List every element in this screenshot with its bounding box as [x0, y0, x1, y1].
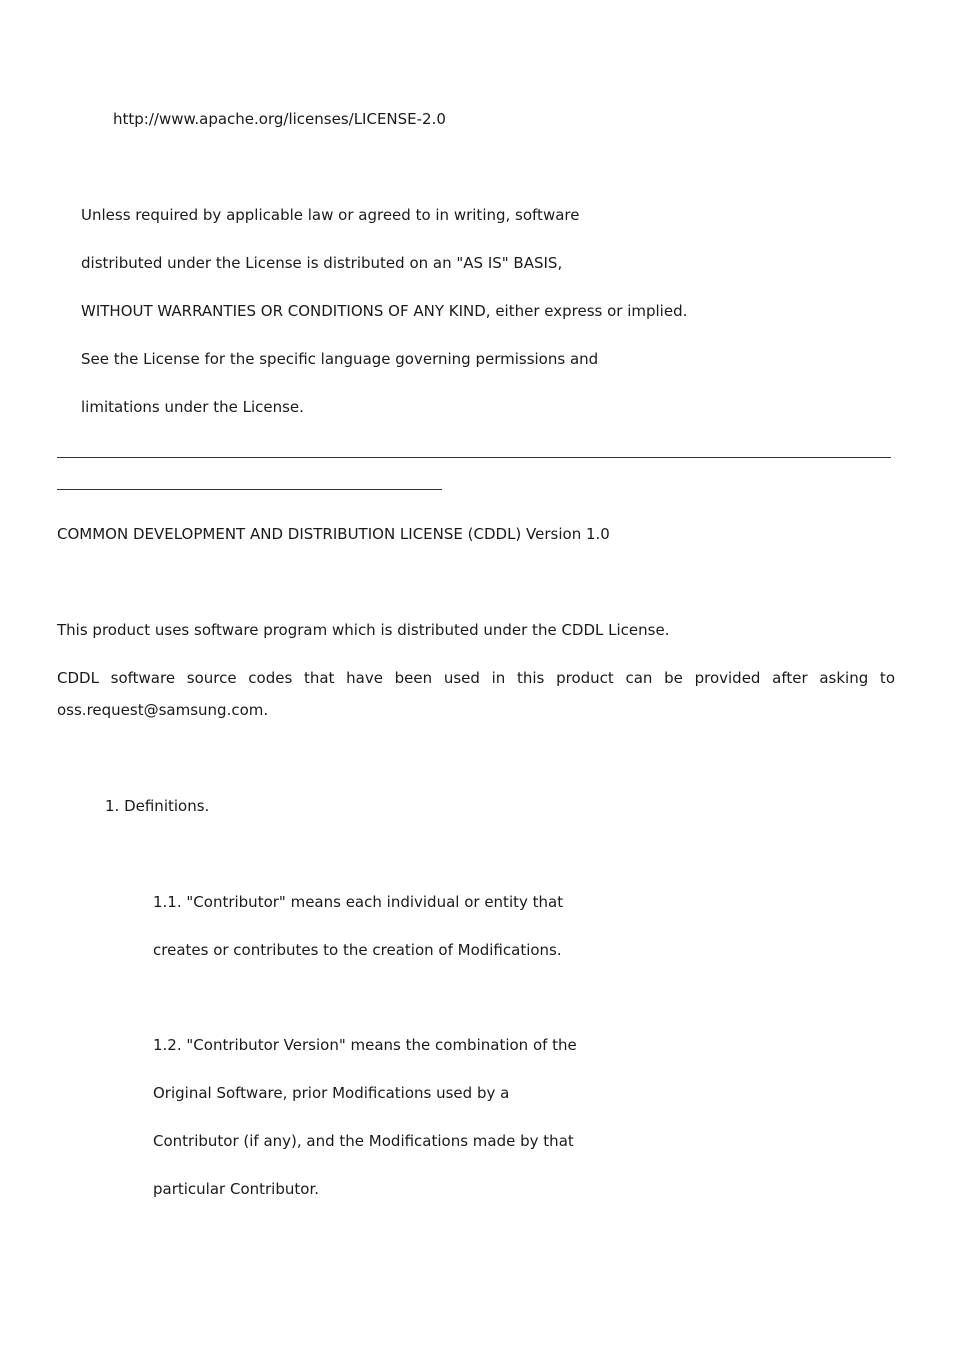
definition-1-2-line-1: 1.2. "Contributor Version" means the combination of the: [153, 1036, 577, 1054]
apache-paragraph-line-3: WITHOUT WARRANTIES OR CONDITIONS OF ANY KIND, either express or implied.: [81, 302, 688, 320]
definitions-heading: 1. Definitions.: [105, 797, 210, 815]
definition-1-1-line-2: creates or contributes to the creation of Modifications.: [153, 941, 562, 959]
definition-1-2-line-2: Original Software, prior Modifications used by a: [153, 1084, 510, 1102]
cddl-title: COMMON DEVELOPMENT AND DISTRIBUTION LICENSE (CDDL) Version 1.0: [57, 525, 610, 543]
apache-license-url[interactable]: http://www.apache.org/licenses/LICENSE-2.0: [113, 110, 446, 128]
apache-paragraph-line-2: distributed under the License is distributed on an "AS IS" BASIS,: [81, 254, 563, 272]
cddl-request-email[interactable]: oss.request@samsung.com.: [57, 701, 269, 719]
definition-1-1-line-1: 1.1. "Contributor" means each individual or entity that: [153, 893, 564, 911]
section-divider-long: [57, 457, 891, 458]
cddl-notice-line-2: CDDL software source codes that have been used in this product can be provided after asking to: [57, 669, 895, 687]
apache-paragraph-line-5: limitations under the License.: [81, 398, 304, 416]
cddl-notice-line-1: This product uses software program which is distributed under the CDDL License.: [57, 621, 670, 639]
section-divider-short: [57, 489, 442, 490]
definition-1-2-line-4: particular Contributor.: [153, 1180, 319, 1198]
apache-paragraph-line-4: See the License for the specific language governing permissions and: [81, 350, 599, 368]
apache-paragraph-line-1: Unless required by applicable law or agreed to in writing, software: [81, 206, 580, 224]
definition-1-2-line-3: Contributor (if any), and the Modifications made by that: [153, 1132, 574, 1150]
